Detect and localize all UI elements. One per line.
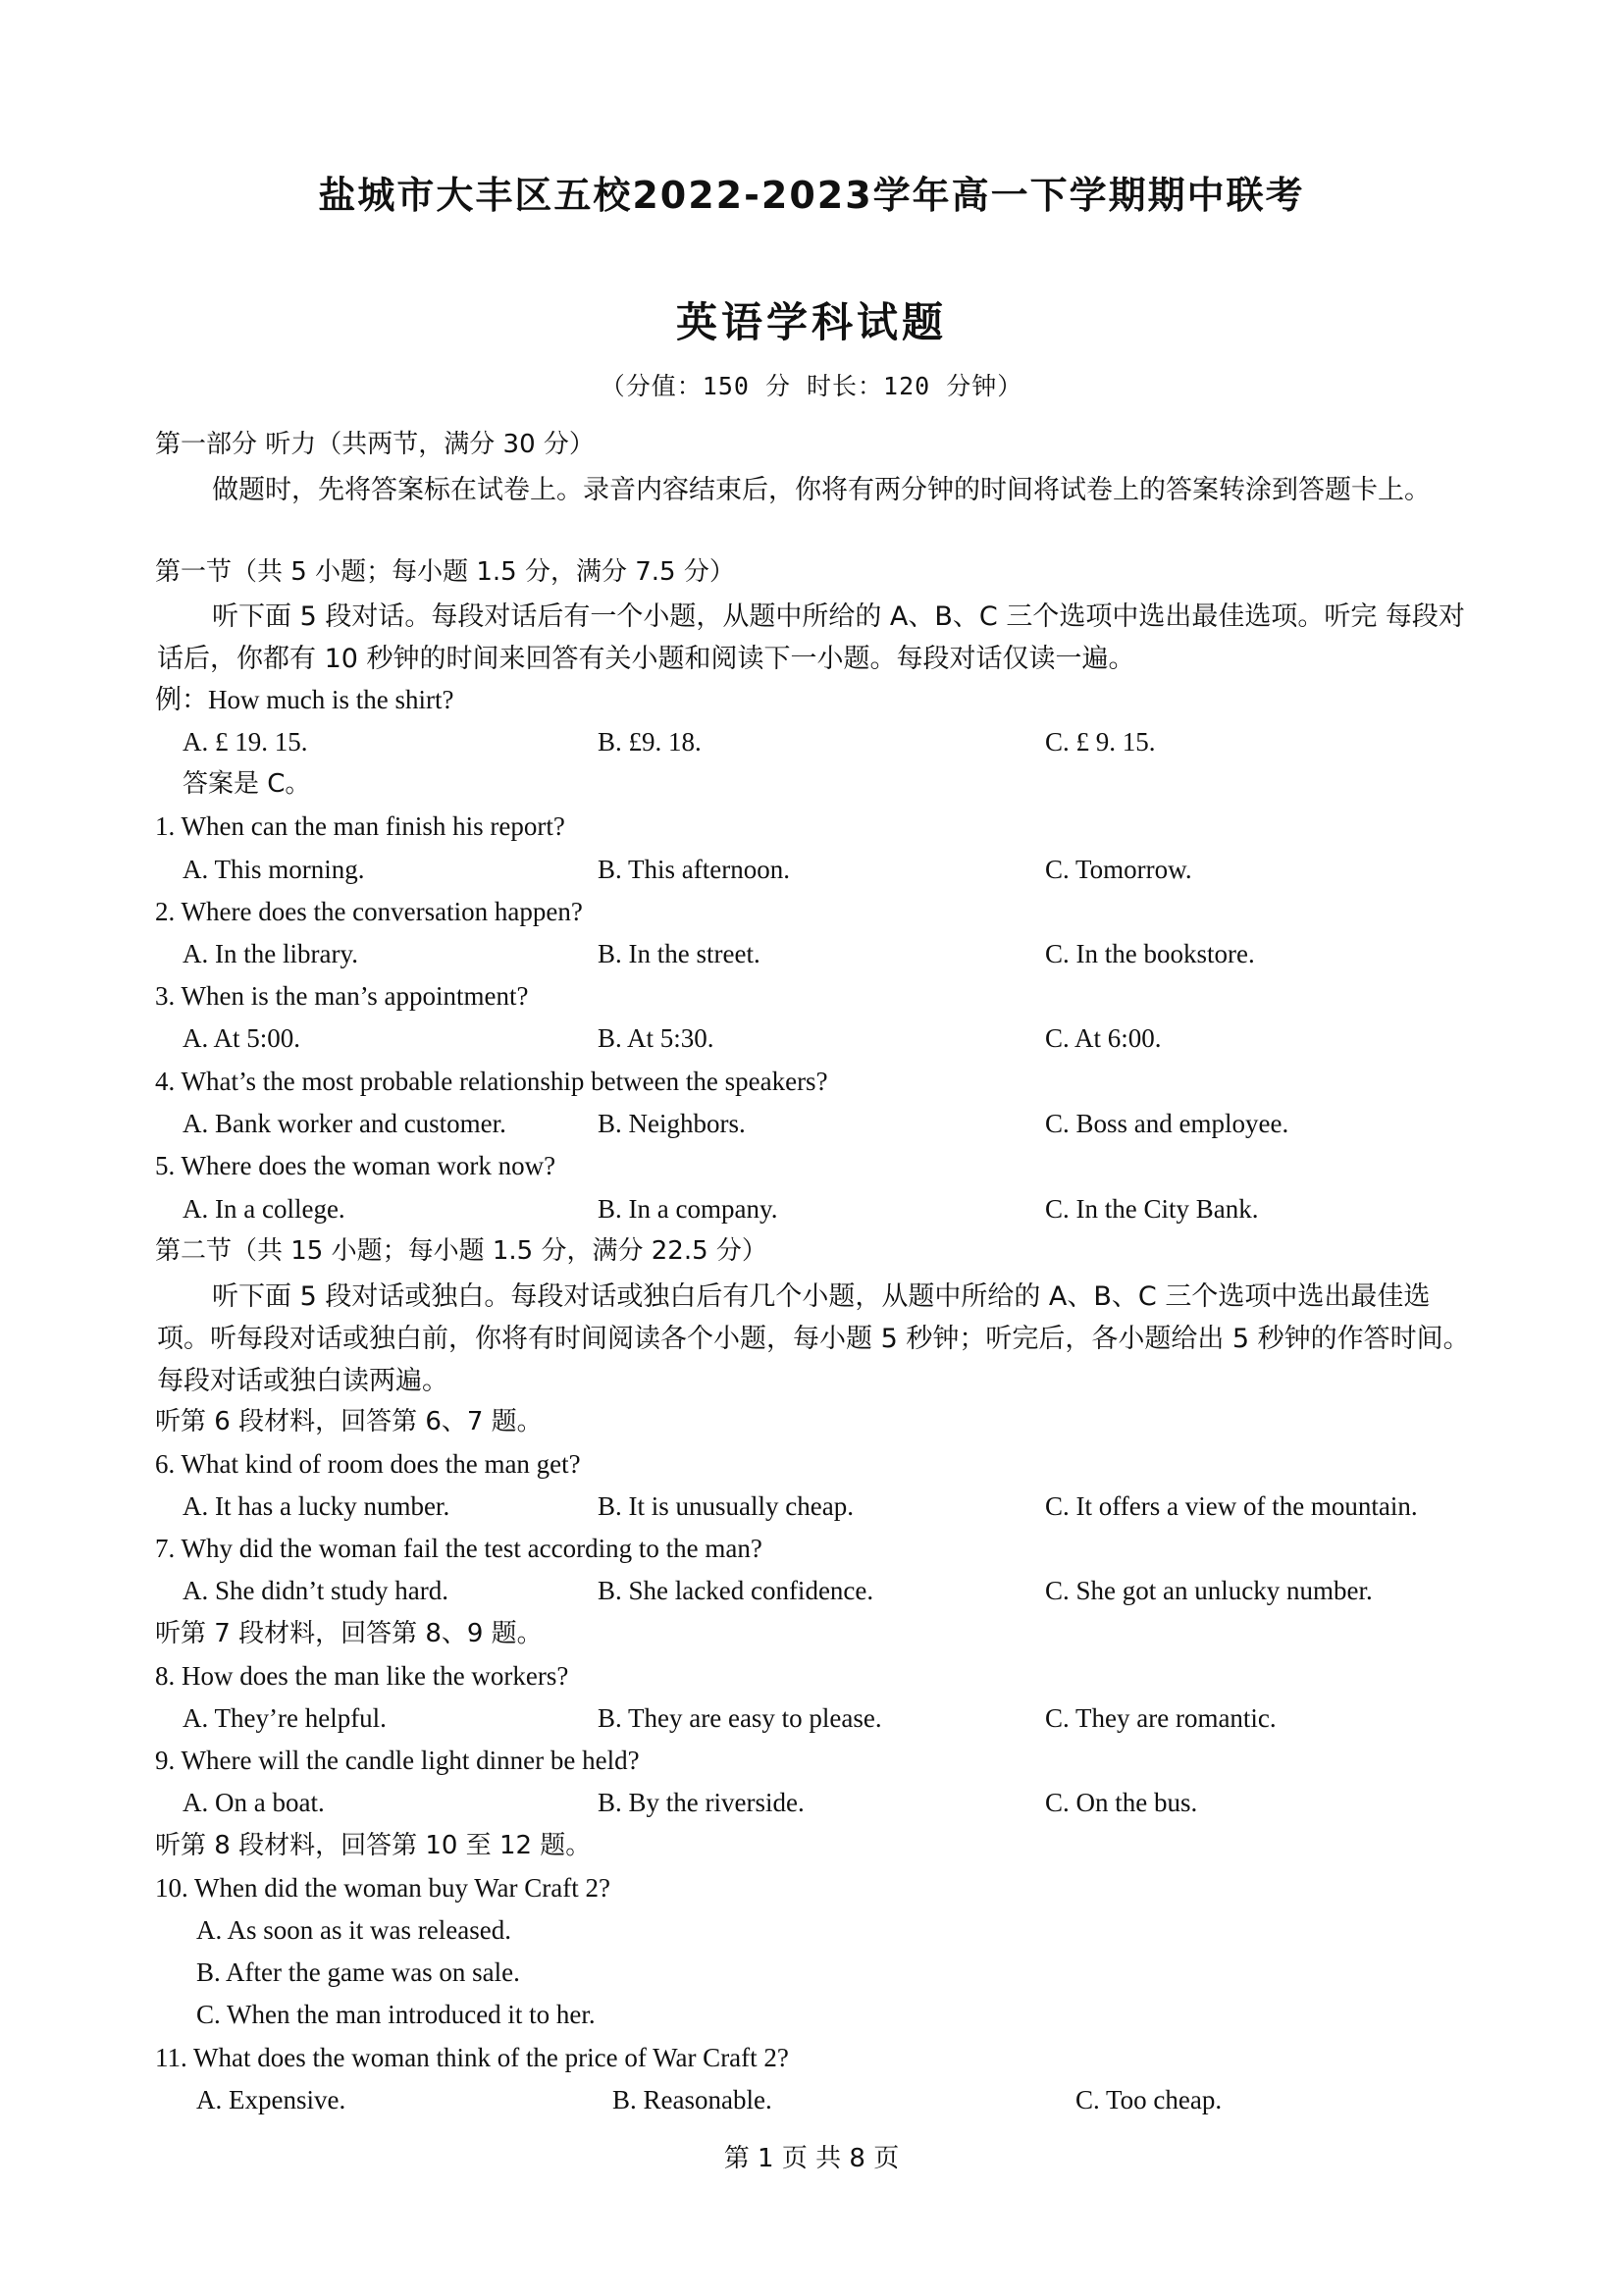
question-1: 1. When can the man finish his report? (155, 811, 565, 841)
question-2: 2. Where does the conversation happen? (155, 897, 583, 926)
part1-heading: 第一部分 听力（共两节，满分 30 分） (155, 430, 595, 459)
section1-heading: 第一节（共 5 小题；每小题 1.5 分，满分 7.5 分） (155, 557, 735, 587)
q9-option-c: C. On the bus. (1045, 1788, 1198, 1817)
q2-option-c: C. In the bookstore. (1045, 939, 1255, 968)
question-7: 7. Why did the woman fail the test according to the man? (155, 1534, 762, 1563)
example-option-a: A. £ 19. 15. (183, 727, 308, 757)
q3-option-c: C. At 6:00. (1045, 1023, 1162, 1053)
q7-option-c: C. She got an unlucky number. (1045, 1576, 1373, 1605)
q8-option-c: C. They are romantic. (1045, 1703, 1277, 1733)
q7-option-a: A. She didn’t study hard. (183, 1576, 448, 1605)
q2-option-b: B. In the street. (598, 939, 760, 968)
q10-option-c: C. When the man introduced it to her. (196, 2000, 596, 2029)
example-option-b: B. £9. 18. (598, 727, 702, 757)
question-9: 9. Where will the candle light dinner be held? (155, 1746, 640, 1775)
score-time-info: （分值：150 分 时长：120 分钟） (600, 372, 1023, 400)
subject-title: 英语学科试题 (675, 298, 947, 346)
question-3: 3. When is the man’s appointment? (155, 981, 529, 1011)
q1-option-a: A. This morning. (183, 855, 365, 884)
page-number: 第 1 页 共 8 页 (723, 2144, 900, 2173)
exam-title: 盐城市大丰区五校2022-2023学年高一下学期期中联考 (318, 174, 1305, 217)
example-option-c: C. £ 9. 15. (1045, 727, 1156, 757)
part1-instructions: 做题时，先将答案标在试卷上。录音内容结束后，你将有两分钟的时间将试卷上的答案转涂到答题卡上。 (212, 475, 1431, 505)
q9-option-a: A. On a boat. (183, 1788, 325, 1817)
section2-instructions: 听下面 5 段对话或独白。每段对话或独白后有几个小题，从题中所给的 A、B、C 三个选项中选出最佳选项。听每段对话或独白前，你将有时间阅读各个小题，每小题 5 秒钟；听完后，各小题给出 5 秒钟的作答时间。每段对话或独白读两遍。 (157, 1281, 1470, 1396)
section2-heading: 第二节（共 15 小题；每小题 1.5 分，满分 22.5 分） (155, 1236, 767, 1266)
q11-option-a: A. Expensive. (196, 2085, 346, 2114)
q8-option-a: A. They’re helpful. (183, 1703, 387, 1733)
q9-option-b: B. By the riverside. (598, 1788, 805, 1817)
example-answer: 答案是 C。 (183, 769, 311, 799)
q8-option-b: B. They are easy to please. (598, 1703, 882, 1733)
q5-option-b: B. In a company. (598, 1194, 778, 1224)
q6-option-b: B. It is unusually cheap. (598, 1491, 854, 1521)
question-5: 5. Where does the woman work now? (155, 1151, 556, 1180)
q11-option-b: B. Reasonable. (612, 2085, 772, 2114)
q11-option-c: C. Too cheap. (1075, 2085, 1223, 2114)
material-8-heading: 听第 8 段材料，回答第 10 至 12 题。 (155, 1831, 592, 1860)
q6-option-a: A. It has a lucky number. (183, 1491, 450, 1521)
q10-option-a: A. As soon as it was released. (196, 1915, 511, 1945)
question-8: 8. How does the man like the workers? (155, 1661, 569, 1691)
q5-option-a: A. In a college. (183, 1194, 345, 1224)
q4-option-c: C. Boss and employee. (1045, 1109, 1289, 1138)
section1-instructions: 听下面 5 段对话。每段对话后有一个小题，从题中所给的 A、B、C 三个选项中选出最佳选项。听完 每段对话后，你都有 10 秒钟的时间来回答有关小题和阅读下一小题。每段对话仅读一遍。 (157, 601, 1465, 674)
q4-option-b: B. Neighbors. (598, 1109, 746, 1138)
example-question: 例：How much is the shirt? (155, 685, 454, 714)
material-6-heading: 听第 6 段材料，回答第 6、7 题。 (155, 1407, 543, 1436)
q10-option-b: B. After the game was on sale. (196, 1957, 520, 1987)
material-7-heading: 听第 7 段材料，回答第 8、9 题。 (155, 1619, 543, 1648)
q7-option-b: B. She lacked confidence. (598, 1576, 874, 1605)
q3-option-b: B. At 5:30. (598, 1023, 714, 1053)
q3-option-a: A. At 5:00. (183, 1023, 301, 1053)
question-6: 6. What kind of room does the man get? (155, 1449, 581, 1479)
q6-option-c: C. It offers a view of the mountain. (1045, 1491, 1418, 1521)
q1-option-b: B. This afternoon. (598, 855, 790, 884)
question-10: 10. When did the woman buy War Craft 2? (155, 1873, 610, 1903)
q4-option-a: A. Bank worker and customer. (183, 1109, 506, 1138)
q5-option-c: C. In the City Bank. (1045, 1194, 1259, 1224)
question-11: 11. What does the woman think of the price of War Craft 2? (155, 2043, 789, 2072)
question-4: 4. What’s the most probable relationship between the speakers? (155, 1067, 828, 1096)
q1-option-c: C. Tomorrow. (1045, 855, 1192, 884)
q2-option-a: A. In the library. (183, 939, 358, 968)
